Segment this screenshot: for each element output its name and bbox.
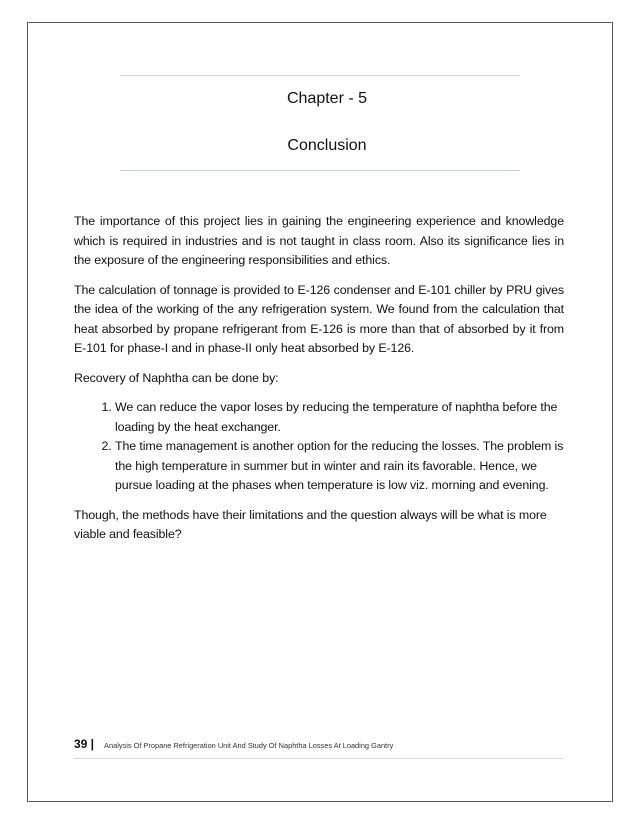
list-item: 2. The time management is another option for the reducing the losses. The problem is the high temperature in summer but in winter and rain its favorable. Hence, we pursue loading at the phases when temperature is low viz. morning and evening. (115, 437, 564, 496)
page-footer (74, 737, 564, 759)
closing-paragraph: Though, the methods have their limitations and the question always will be what is more viable and feasible? (74, 507, 547, 541)
paragraph-calculation: The calculation of tonnage is provided to E-126 condenser and E-101 chiller by PRU gives the idea of the working of the any refrigeration system. We found from the calculation that heat absorbed by propane refrigerant from E-126 is more than that of absorbed by it from E-101 for phase-I and in phase-II only heat absorbed by E-126. (74, 282, 564, 355)
body-text (74, 212, 564, 555)
footer-document-title: Analysis Of Propane Refrigeration Unit And Study Of Naphtha Losses At Loading Gantry (104, 741, 394, 750)
recovery-list (74, 398, 564, 496)
chapter-title: Conclusion (287, 137, 367, 154)
paragraph-importance: The importance of this project lies in gaining the engineering experience and knowledge which is required in industries and is not taught in class room. Also its significance lies in the exposure of the engineering responsibilities and ethics. (74, 214, 564, 267)
chapter-number: Chapter - 5 (286, 90, 368, 107)
recovery-intro: Recovery of Naphtha can be done by: (74, 370, 279, 385)
heading-bottom-rule (120, 170, 520, 171)
footer-page-number: 39 | (74, 737, 95, 751)
list-item: 1. We can reduce the vapor loses by reducing the temperature of naphtha before the loading by the heat exchanger. (115, 398, 564, 437)
heading-top-rule (120, 75, 520, 76)
